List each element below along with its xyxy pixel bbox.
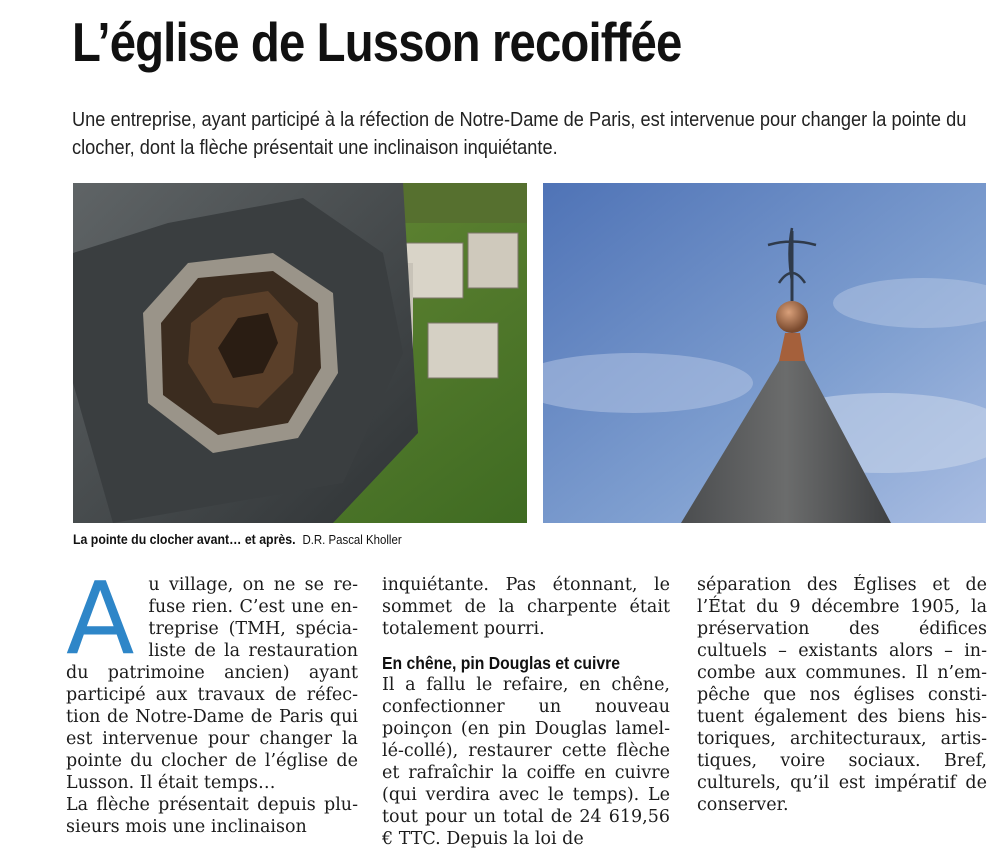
- body-paragraph-continued: séparation des Églises et de l’État du 9 décembre 1905, la préservation des édifices cultuels – existants alors – incombe aux communes. Il n’empêche que nos églises constituent également des biens historiques, architecturaux, artistiques, voire sociaux. Bref, culturels, qu’il est impératif de conserver.: [697, 575, 987, 815]
- article-column-1: [66, 574, 358, 856]
- article-column-2: [382, 574, 670, 856]
- headline: L’église de Lusson recoiffée: [72, 11, 682, 73]
- body-paragraph-continued: inquiétante. Pas étonnant, le sommet de la charpente était totalement pourri.: [382, 575, 670, 639]
- subheading: En chêne, pin Douglas et cuivre: [382, 653, 621, 673]
- standfirst: Une entreprise, ayant participé à la réfection de Notre-Dame de Paris, est intervenue pour changer la pointe du clocher, dont la flèche présentait une inclinaison inquiétante.: [72, 109, 967, 159]
- photo-caption: [73, 531, 402, 547]
- article-column-3: [697, 574, 987, 856]
- body-paragraph-3: Il a fallu le refaire, en chêne, confectionner un nouveau poinçon (en pin Douglas lamellé-collé), restaurer cette flèche et rafraîchir la coiffe en cuivre (qui verdira avec le temps). Le tout pour un total de 24 619,56 € TTC. Depuis la loi de: [382, 675, 670, 849]
- photo-spire-before: [73, 183, 527, 523]
- body-paragraph-1: u village, on ne se refuse rien. C’est une entreprise (TMH, spécialiste de la restauration du patrimoine ancien) ayant participé aux travaux de réfection de Notre-Dame de Paris qui est intervenue pour changer la pointe du clocher de l’église de Lusson. Il était temps…: [66, 575, 358, 793]
- photo-spire-after: [543, 183, 986, 523]
- caption-text: La pointe du clocher avant… et après.: [73, 531, 296, 547]
- body-paragraph-2: La flèche présentait depuis plusieurs mois une inclinaison: [66, 795, 358, 837]
- drop-cap: A: [66, 574, 135, 677]
- photo-credit: D.R. Pascal Kholler: [302, 532, 402, 547]
